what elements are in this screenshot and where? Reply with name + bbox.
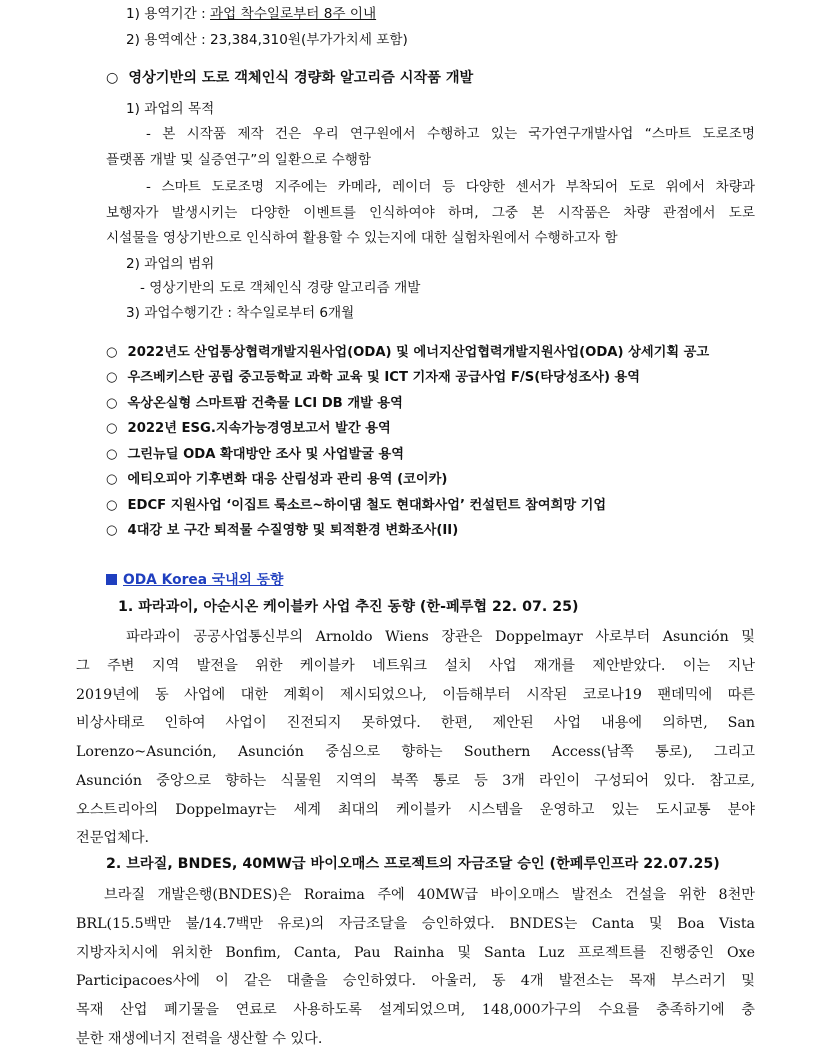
service-period xyxy=(126,5,376,23)
notice-item[interactable]: ○ 에티오피아 기후변화 대응 산림성과 관리 용역 (코이카) xyxy=(106,472,448,487)
circle-bullet-icon: ○ xyxy=(106,498,118,513)
purpose-line: - 스마트 도로조명 지주에는 카메라, 레이더 등 다양한 센서가 부착되어 도로 위에서 차량과 xyxy=(146,179,755,195)
purpose-line: 보행자가 발생시키는 다양한 이벤트를 인식하여야 하며, 그중 본 시작품은 차량 관점에서 도로 xyxy=(106,205,755,221)
article-title: 1. 파라과이, 아순시온 케이블카 사업 추진 동향 (한-페루협 22. 07. 25) xyxy=(118,599,579,615)
project-title-row xyxy=(106,69,473,87)
article-title: 2. 브라질, BNDES, 40MW급 바이오매스 프로젝트의 자금조달 승인 (한페루인프라 22.07.25) xyxy=(106,856,720,872)
purpose-line: 플랫폼 개발 및 실증연구”의 일환으로 수행함 xyxy=(106,152,372,168)
scope-heading: 2) 과업의 범위 xyxy=(126,256,215,272)
section-heading: ODA Korea 국내외 동향 xyxy=(106,571,283,589)
service-budget: 2) 용역예산 : 23,384,310원(부가가치세 포함) xyxy=(126,32,408,48)
notice-item[interactable]: ○ 4대강 보 구간 퇴적물 수질영향 및 퇴적환경 변화조사(II) xyxy=(106,523,459,538)
blue-square-icon xyxy=(106,574,117,585)
article-line: 그 주변 지역 발전을 위한 케이블카 네트워크 설치 사업 재개를 제안받았다. 이는 지난 xyxy=(76,658,755,674)
article-line: 지방자치시에 위치한 Bonfim, Canta, Pau Rainha 및 Santa Luz 프로젝트를 진행중인 Oxe xyxy=(76,945,755,961)
article-line: 2019년에 동 사업에 대한 계획이 제시되었으나, 이듬해부터 시작된 코로나19 팬데믹에 따른 xyxy=(76,687,755,703)
scope-line: - 영상기반의 도로 객체인식 경량 알고리즘 개발 xyxy=(140,280,421,296)
article-line: BRL(15.5백만 불/14.7백만 유로)의 자금조달을 승인하였다. BNDES는 Canta 및 Boa Vista xyxy=(76,916,755,932)
article-line: Lorenzo~Asunción, Asunción 중심으로 향하는 Southern Access(남쪽 통로), 그리고 xyxy=(76,744,755,760)
purpose-heading: 1) 과업의 목적 xyxy=(126,101,215,117)
service-period-label: 1) 용역기간 : xyxy=(126,6,211,22)
notice-item[interactable]: ○ 우즈베키스탄 공립 중고등학교 과학 교육 및 ICT 기자재 공급사업 F/S(타당성조사) 용역 xyxy=(106,370,641,385)
service-period-value: 과업 착수일로부터 8주 이내 xyxy=(210,6,377,22)
article-line: 오스트리아의 Doppelmayr는 세계 최대의 케이블카 시스템을 운영하고 있는 도시교통 분야 xyxy=(76,802,755,818)
circle-bullet-icon: ○ xyxy=(106,472,118,487)
notice-item[interactable]: ○ 그린뉴딜 ODA 확대방안 조사 및 사업발굴 용역 xyxy=(106,447,404,462)
purpose-line: - 본 시작품 제작 건은 우리 연구원에서 수행하고 있는 국가연구개발사업 “스마트 도로조명 xyxy=(146,126,755,142)
circle-bullet-icon: ○ xyxy=(106,396,118,411)
article-line: 파라과이 공공사업통신부의 Arnoldo Wiens 장관은 Doppelmayr 사로부터 Asunción 및 xyxy=(126,629,755,645)
notice-item[interactable]: ○ 2022년 ESG.지속가능경영보고서 발간 용역 xyxy=(106,421,391,436)
circle-bullet-icon: ○ xyxy=(106,447,118,462)
notice-item[interactable]: ○ EDCF 지원사업 ‘이집트 룩소르~하이댐 철도 현대화사업’ 컨설턴트 참여희망 기업 xyxy=(106,498,607,513)
article-line: Participacoes사에 이 같은 대출을 승인하였다. 아울러, 동 4개 발전소는 목재 부스러기 및 xyxy=(76,973,755,989)
circle-bullet-icon: ○ xyxy=(106,345,118,360)
circle-bullet-icon: ○ xyxy=(106,70,119,86)
circle-bullet-icon: ○ xyxy=(106,370,118,385)
duration-line: 3) 과업수행기간 : 착수일로부터 6개월 xyxy=(126,305,355,321)
article-line: 비상사태로 인하여 사업이 진전되지 못하였다. 한편, 제안된 사업 내용에 의하면, San xyxy=(76,715,755,731)
notice-item[interactable]: ○ 2022년도 산업통상협력개발지원사업(ODA) 및 에너지산업협력개발지원사업(ODA) 상세기획 공고 xyxy=(106,345,710,360)
circle-bullet-icon: ○ xyxy=(106,421,118,436)
article-line: 목재 산업 폐기물을 연료로 사용하도록 설계되었으며, 148,000가구의 수요를 충족하기에 충 xyxy=(76,1002,755,1018)
article-line: 전문업체다. xyxy=(76,830,150,846)
circle-bullet-icon: ○ xyxy=(106,523,118,538)
article-line: 브라질 개발은행(BNDES)은 Roraima 주에 40MW급 바이오매스 발전소 건설을 위한 8천만 xyxy=(104,887,755,903)
article-line: 분한 재생에너지 전력을 생산할 수 있다. xyxy=(76,1031,323,1047)
purpose-line: 시설물을 영상기반으로 인식하여 활용할 수 있는지에 대한 실험차원에서 수행하고자 함 xyxy=(106,230,618,246)
article-line: Asunción 중앙으로 향하는 식물원 지역의 북쪽 통로 등 3개 라인이 구성되어 있다. 참고로, xyxy=(76,773,755,789)
notice-item[interactable]: ○ 옥상온실형 스마트팜 건축물 LCI DB 개발 용역 xyxy=(106,396,403,411)
project-title: 영상기반의 도로 객체인식 경량화 알고리즘 시작품 개발 xyxy=(128,70,474,86)
